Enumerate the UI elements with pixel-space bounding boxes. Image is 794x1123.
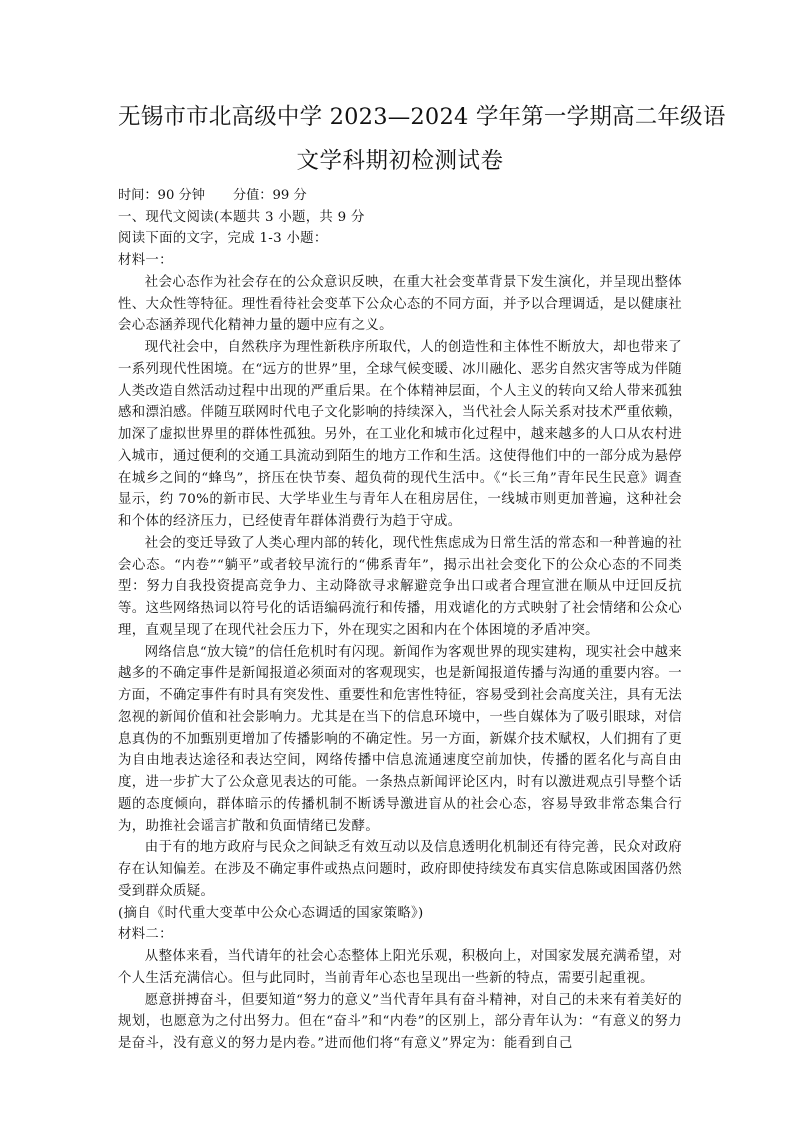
exam-meta xyxy=(118,185,682,207)
material2-paragraph: 从整体来看，当代请年的社会心态整体上阳光乐观，积极向上，对国家发展充满希望，对个人生活充满信心。但与此同时，当前青年心态也呈现出一些新的特点，需要引起重视。 xyxy=(118,949,682,986)
material1-paragraph: 社会的变迁导致了人类心理内部的转化，现代性焦虑成为日常生活的常态和一种普遍的社会心态。“内卷”“躺平”或者较早流行的“佛系青年”，揭示出社会变化下的公众心态的不同类型：努力自我投资提高竞争力、主动降欲寻求解避竞争出口或者合理宣泄在顺从中迂回反抗等。这些网络热词以符号化的话语编码流行和传播，用戏谑化的方式映射了社会情绪和公众心理，直观呈现了在现代社会压力下，外在现实之困和内在个体困境的矛盾冲突。 xyxy=(118,535,682,638)
material1-paragraph: 网络信息“放大镜”的信任危机时有闪现。新闻作为客观世界的现实建构，现实社会中越来越多的不确定事件是新闻报道必须面对的客观现实，也是新闻报道传播与沟通的重要内容。一方面，不确定事件有时具有突发性、重要性和危害性特征，容易受到社会高度关注，具有无法忽视的新闻价值和社会影响力。尤其是在当下的信息环境中，一些自媒体为了吸引眼球，对信息真伪的不加甄别更增加了传播影响的不确定性。另一方面，新媒介技术赋权，人们拥有了更为自由地表达途径和表达空间，网络传播中信息流通速度空前加快，传播的匿名化与高自由度，进一步扩大了公众意见表达的可能。一条热点新闻评论区内，时有以激进观点引导整个话题的态度倾向，群体暗示的传播机制不断诱导激进盲从的社会心态，容易导致非常态集合行为，助推社会谣言扩散和负面情绪已发酵。 xyxy=(118,644,682,834)
material1-paragraph: 由于有的地方政府与民众之间缺乏有效互动以及信息透明化机制还有待完善，民众对政府存在认知偏差。在涉及不确定事件或热点问题时，政府即使持续发布真实信息陈或困国落仍然受到群众质疑。 xyxy=(118,840,682,899)
material2-paragraph: 愿意拼搏奋斗，但要知道“努力的意义”当代青年具有奋斗精神，对自己的未来有着美好的规划，也愿意为之付出努力。但在“奋斗”和“内卷”的区别上，部分青年认为：“有意义的努力是奋斗，没有意义的努力是内卷。”进而他们将“有意义”界定为：能看到自己 xyxy=(118,992,682,1051)
exam-title-line1: 无锡市市北高级中学 2023—2024 学年第一学期高二年级语 xyxy=(118,104,726,130)
material1-paragraph: 现代社会中，自然秩序为理性新秩序所取代，人的创造性和主体性不断放大，却也带来了一系列现代性困境。在“远方的世界”里，全球气候变暖、冰川融化、恶劣自然灾害等成为伴随人类改造自然活动过程中出现的严重后果。在个体精神层面，个人主义的转向又给人带来孤独感和漂泊感。伴随互联网时代电子文化影响的持续深入，当代社会人际关系对技术严重依赖，加深了虚拟世界里的群体性孤独。另外，在工业化和城市化过程中，越来越多的人口从农村进入城市，通过便利的交通工具流动到陌生的地方工作和生活。这使得他们中的一部分成为悬停在城乡之间的“蜂鸟”，挤压在快节奏、超负荷的现代生活中。《“长三角”青年民生民意》调查显示，约 70%的新市民、大学毕业生与青年人在租房居住，一线城市则更加普遍，这种社会和个体的经济压力，已经使青年群体消费行为趋于守成。 xyxy=(118,340,683,529)
exam-title-line2: 文学科期初检测试卷 xyxy=(296,148,504,174)
material1-label: 材料一： xyxy=(118,253,173,268)
material1-source: (摘自《时代重大变革中公众心态调适的国家策略》) xyxy=(118,905,424,921)
exam-score: 分值：99 分 xyxy=(232,188,307,203)
section-heading: 一、现代文阅读(本题共 3 小题，共 9 分 xyxy=(118,209,365,225)
material1-paragraph: 社会心态作为社会存在的公众意识反映，在重大社会变革背景下发生演化，并呈现出整体性、大众性等特征。理性看待社会变革下公众心态的不同方面，并予以合理调适，是以健康社会心态涵养现代化精神力量的题中应有之义。 xyxy=(118,274,682,334)
exam-time: 时间：90 分钟 xyxy=(118,188,205,203)
document-body xyxy=(118,97,726,1055)
material2-label: 材料二： xyxy=(118,927,173,943)
reading-instruction: 阅读下面的文字，完成 1-3 小题： xyxy=(118,231,328,247)
